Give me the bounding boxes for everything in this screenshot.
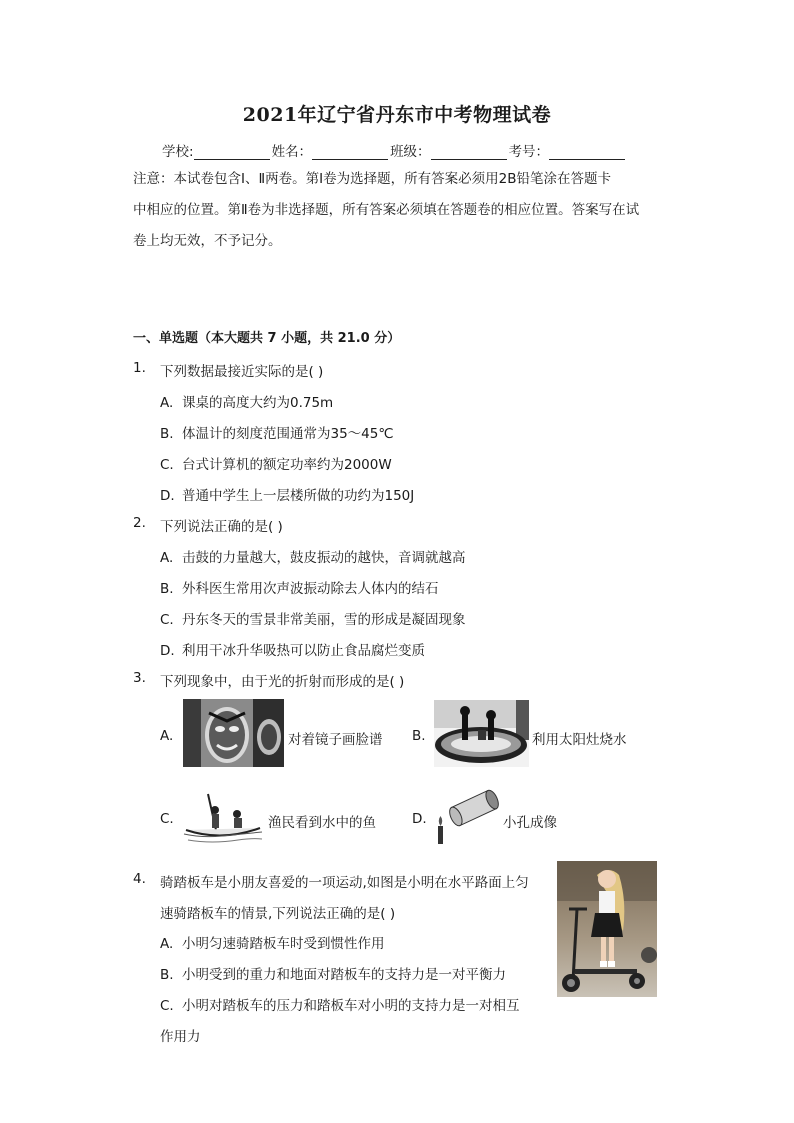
exam-no-blank[interactable] — [549, 145, 625, 160]
q4-option-a[interactable] — [160, 932, 385, 952]
q4-option-c[interactable] — [160, 994, 520, 1014]
q3-option-a[interactable] — [160, 728, 182, 744]
notice-line-3: 卷上均无效，不予记分。 — [133, 233, 282, 249]
class-blank[interactable] — [431, 145, 507, 160]
name-label: 姓名： — [271, 144, 313, 160]
q1-option-b[interactable] — [160, 422, 394, 442]
option-text: 丹东冬天的雪景非常美丽，雪的形成是凝固现象 — [182, 612, 466, 628]
question-number: 2. — [133, 515, 146, 531]
option-text: 台式计算机的额定功率约为2000W — [182, 457, 392, 473]
question-text: 下列现象中，由于光的折射而形成的是( ) — [160, 674, 405, 690]
option-letter: B. — [160, 426, 174, 442]
option-letter: D. — [160, 643, 175, 659]
q1-option-c[interactable] — [160, 453, 392, 473]
q2-option-d[interactable] — [160, 639, 425, 659]
option-text: 小明匀速骑踏板车时受到惯性作用 — [182, 936, 385, 952]
option-letter: A. — [160, 395, 174, 411]
student-info-line — [162, 140, 627, 160]
q3-option-c[interactable] — [160, 811, 182, 827]
option-text: 小明受到的重力和地面对踏板车的支持力是一对平衡力 — [182, 967, 506, 983]
option-letter: D. — [412, 811, 427, 827]
school-label: 学校: — [162, 144, 194, 160]
question-text: 下列数据最接近实际的是( ) — [160, 364, 324, 380]
section-heading: 一、单选题（本大题共 7 小题，共 21.0 分） — [133, 331, 401, 346]
question-number: 1. — [133, 360, 146, 376]
q1-option-d[interactable] — [160, 484, 414, 504]
question-text: 下列说法正确的是( ) — [160, 519, 283, 535]
q4-option-c-continued: 作用力 — [160, 1029, 201, 1045]
option-letter: C. — [160, 612, 174, 628]
option-text: 外科医生常用次声波振动除去人体内的结石 — [182, 581, 439, 597]
option-text: 课桌的高度大约为0.75m — [182, 395, 334, 411]
mirror-face-painting-image — [183, 699, 284, 767]
pinhole-camera-image — [432, 788, 502, 846]
notice-line-2: 中相应的位置。第Ⅱ卷为非选择题，所有答案必须填在答题卷的相应位置。答案写在试 — [133, 202, 640, 218]
option-text: 击鼓的力量越大，鼓皮振动的越快，音调就越高 — [182, 550, 466, 566]
question-number: 3. — [133, 670, 146, 686]
question-4-line-2: 速骑踏板车的情景,下列说法正确的是( ) — [160, 906, 396, 922]
option-letter: A. — [160, 936, 174, 952]
school-blank[interactable] — [194, 145, 270, 160]
option-letter: C. — [160, 811, 174, 827]
question-text-line-1: 骑踏板车是小朋友喜爱的一项运动,如图是小明在水平路面上匀 — [160, 875, 529, 891]
q2-option-b[interactable] — [160, 577, 439, 597]
option-text: 小明对踏板车的压力和踏板车对小明的支持力是一对相互 — [182, 998, 520, 1014]
exam-no-label: 考号： — [508, 144, 550, 160]
q3-option-a-text: 对着镜子画脸谱 — [288, 732, 383, 748]
option-letter: A. — [160, 728, 174, 744]
option-letter: B. — [160, 581, 174, 597]
q3-option-d-text: 小孔成像 — [503, 815, 557, 831]
solar-cooker-image — [434, 700, 529, 767]
scooter-girl-image — [557, 861, 657, 997]
page-title: 2021年辽宁省丹东市中考物理试卷 — [242, 104, 552, 126]
q2-option-c[interactable] — [160, 608, 466, 628]
q3-option-c-text: 渔民看到水中的鱼 — [268, 815, 376, 831]
option-letter: D. — [160, 488, 175, 504]
option-text: 普通中学生上一层楼所做的功约为150J — [182, 488, 415, 504]
q4-option-b[interactable] — [160, 963, 506, 983]
option-letter: C. — [160, 998, 174, 1014]
option-letter: B. — [412, 728, 426, 744]
notice-line-1: 注意：本试卷包含Ⅰ、Ⅱ两卷。第Ⅰ卷为选择题，所有答案必须用2B铅笔涂在答题卡 — [133, 171, 611, 187]
option-letter: A. — [160, 550, 174, 566]
option-text: 利用干冰升华吸热可以防止食品腐烂变质 — [182, 643, 425, 659]
q3-option-d[interactable] — [412, 811, 434, 827]
name-blank[interactable] — [312, 145, 388, 160]
q2-option-a[interactable] — [160, 546, 466, 566]
option-letter: C. — [160, 457, 174, 473]
fisherman-image — [182, 790, 264, 845]
q3-option-b[interactable] — [412, 728, 434, 744]
option-letter: B. — [160, 967, 174, 983]
q3-option-b-text: 利用太阳灶烧水 — [532, 732, 627, 748]
question-number: 4. — [133, 871, 146, 887]
class-label: 班级： — [390, 144, 431, 160]
option-text: 体温计的刻度范围通常为35～45℃ — [182, 426, 394, 442]
q1-option-a[interactable] — [160, 391, 333, 411]
